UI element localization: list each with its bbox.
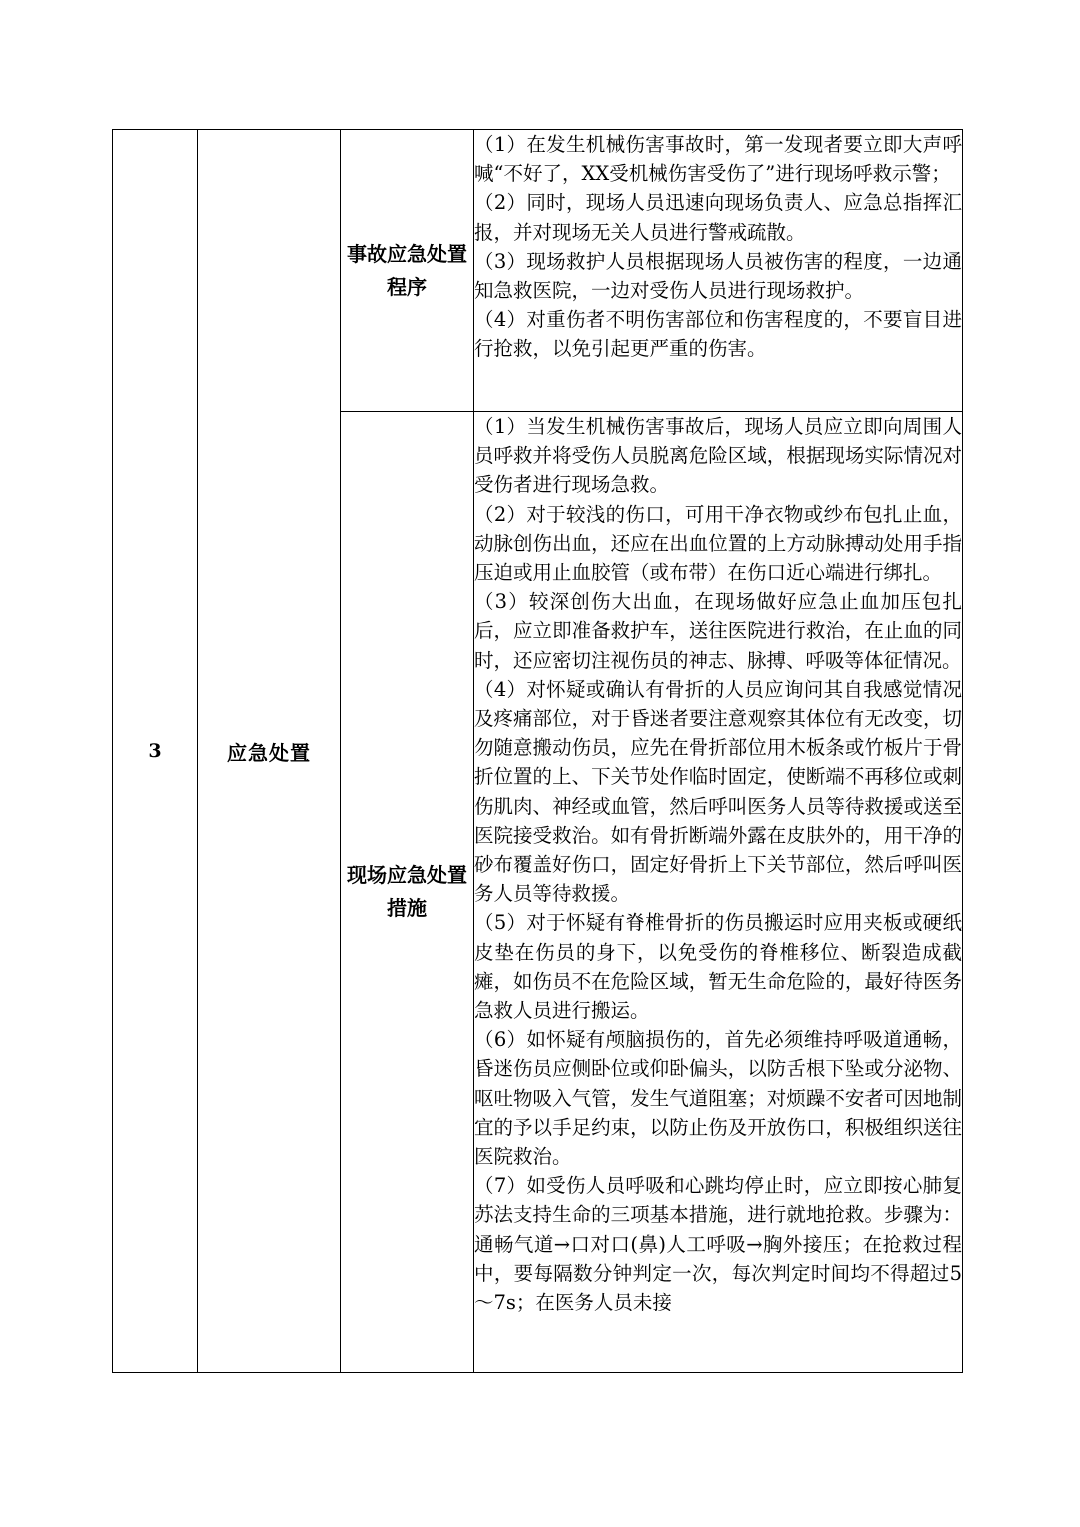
table-row <box>113 130 963 412</box>
paragraph: （6）如怀疑有颅脑损伤的，首先必须维持呼吸道通畅，昏迷伤员应侧卧位或仰卧偏头，以防舌根下坠或分泌物、呕吐物吸入气管，发生气道阻塞；对烦躁不安者可因地制宜的予以手足约束，以防止伤及开放伤口，积极组织送往医院救治。 <box>474 1028 962 1169</box>
paragraph: （4）对怀疑或确认有骨折的人员应询问其自我感觉情况及疼痛部位，对于昏迷者要注意观察其体位有无改变，切勿随意搬动伤员，应先在骨折部位用木板条或竹板片于骨折位置的上、下关节处作临时固定，使断端不再移位或刺伤肌肉、神经或血管，然后呼叫医务人员等待救援或送至医院接受救治。如有骨折断端外露在皮肤外的，用干净的砂布覆盖好伤口，固定好骨折上下关节部位，然后呼叫医务人员等待救援。 <box>474 677 962 906</box>
paragraph: （5）对于怀疑有脊椎骨折的伤员搬运时应用夹板或硬纸皮垫在伤员的身下，以免受伤的脊椎移位、断裂造成截瘫，如伤员不在危险区域，暂无生命危险的，最好待医务急救人员进行搬运。 <box>474 911 962 1023</box>
category-cell <box>198 130 341 1373</box>
row-number-cell <box>113 130 198 1373</box>
paragraph: （2）对于较浅的伤口，可用干净衣物或纱布包扎止血，动脉创伤出血，还应在出血位置的上方动脉搏动处用手指压迫或用止血胶管（或布带）在伤口近心端进行绑扎。 <box>474 502 962 585</box>
section-title-cell <box>341 130 474 412</box>
paragraph: （3）现场救护人员根据现场人员被伤害的程度，一边通知急救医院，一边对受伤人员进行现场救护。 <box>474 249 962 303</box>
section-body-cell <box>474 412 963 1373</box>
section-body-cell <box>474 130 963 412</box>
paragraph: （3）较深创伤大出血，在现场做好应急止血加压包扎后，应立即准备救护车，送往医院进行救治，在止血的同时，还应密切注视伤员的神志、脉搏、呼吸等体征情况。 <box>474 590 962 672</box>
row-number: 3 <box>148 740 162 762</box>
section-title: 现场应急处置措施 <box>347 863 467 920</box>
paragraph: （4）对重伤者不明伤害部位和伤害程度的，不要盲目进行抢救，以免引起更严重的伤害。 <box>474 308 962 361</box>
category-label: 应急处置 <box>227 740 311 765</box>
emergency-response-table <box>112 129 963 1373</box>
paragraph: （2）同时，现场人员迅速向现场负责人、应急总指挥汇报，并对现场无关人员进行警戒疏散。 <box>474 191 962 244</box>
paragraph: （1）当发生机械伤害事故后，现场人员应立即向周围人员呼救并将受伤人员脱离危险区域，根据现场实际情况对受伤者进行现场急救。 <box>474 415 962 497</box>
paragraph: （1）在发生机械伤害事故时，第一发现者要立即大声呼喊“不好了，XX受机械伤害受伤了”进行现场呼救示警； <box>474 133 962 186</box>
section-title-cell <box>341 412 474 1373</box>
section-title: 事故应急处置程序 <box>347 241 467 299</box>
paragraph: （7）如受伤人员呼吸和心跳均停止时，应立即按心肺复苏法支持生命的三项基本措施，进行就地抢救。步骤为：通畅气道→口对口(鼻)人工呼吸→胸外接压；在抢救过程中，要每隔数分钟判定一次，每次判定时间均不得超过5～7s；在医务人员未接 <box>474 1174 962 1315</box>
